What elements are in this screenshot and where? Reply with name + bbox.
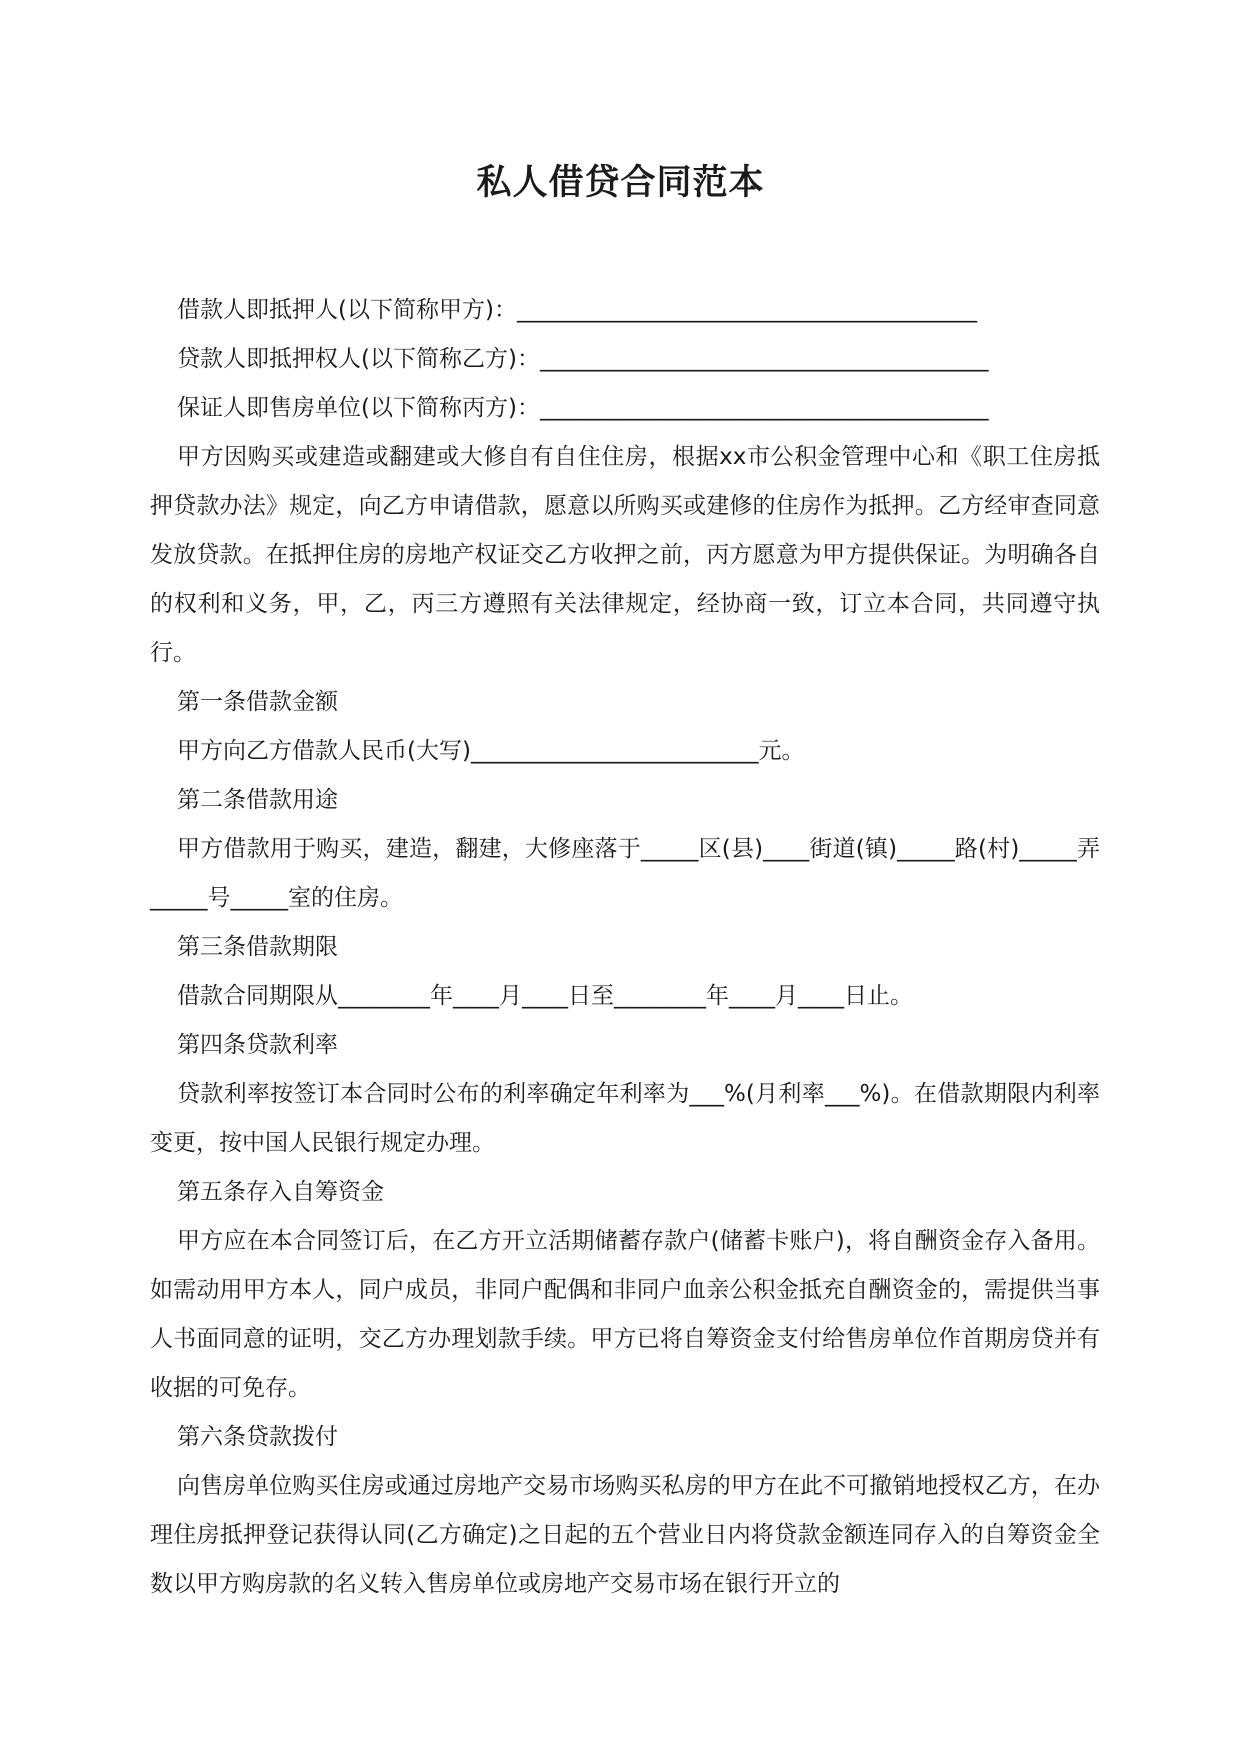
- article-4-text: 贷款利率按签订本合同时公布的利率确定年利率为___%(月利率___%)。在借款期限内利率变更，按中国人民银行规定办理。: [150, 1081, 1100, 1156]
- article-3-title: 第三条借款期限: [177, 934, 338, 960]
- article-6-text: 向售房单位购买住房或通过房地产交易市场购买私房的甲方在此不可撤销地授权乙方，在办理住房抵押登记获得认同(乙方确定)之日起的五个营业日内将贷款金额连同存入的自筹资金全数以甲方购房款的名义转入售房单位或房地产交易市场在银行开立的: [150, 1473, 1100, 1597]
- article-1-text: 甲方向乙方借款人民币(大写)_________________________元。: [177, 738, 805, 764]
- article-5-title: 第五条存入自筹资金: [177, 1179, 384, 1205]
- article-1-title: 第一条借款金额: [177, 689, 338, 715]
- article-3-text: 借款合同期限从________年____月____日至________年____月____日止。: [177, 983, 913, 1009]
- party-a-line: 借款人即抵押人(以下简称甲方)：________________________________________: [177, 297, 977, 323]
- document-title: 私人借贷合同范本: [476, 163, 765, 203]
- article-2-title: 第二条借款用途: [177, 787, 338, 813]
- party-c-line: 保证人即售房单位(以下简称丙方)：_______________________________________: [177, 395, 989, 421]
- article-5-text: 甲方应在本合同签订后，在乙方开立活期储蓄存款户(储蓄卡账户)，将自酬资金存入备用。如需动用甲方本人，同户成员，非同户配偶和非同户血亲公积金抵充自酬资金的，需提供当事人书面同意的证明，交乙方办理划款手续。甲方已将自筹资金支付给售房单位作首期房贷并有收据的可免存。: [150, 1228, 1100, 1401]
- article-4-title: 第四条贷款利率: [177, 1032, 338, 1058]
- party-b-line: 贷款人即抵押权人(以下简称乙方)：_______________________________________: [177, 346, 989, 372]
- document-body: [150, 286, 1100, 1609]
- article-6-title: 第六条贷款拨付: [177, 1424, 338, 1450]
- article-2-text: 甲方借款用于购买，建造，翻建，大修座落于_____区(县)____街道(镇)_____路(村)_____弄_____号_____室的住房。: [150, 836, 1100, 911]
- preamble-paragraph: 甲方因购买或建造或翻建或大修自有自住住房，根据xx市公积金管理中心和《职工住房抵押贷款办法》规定，向乙方申请借款，愿意以所购买或建修的住房作为抵押。乙方经审查同意发放贷款。在抵押住房的房地产权证交乙方收押之前，丙方愿意为甲方提供保证。为明确各自的权利和义务，甲，乙，丙三方遵照有关法律规定，经协商一致，订立本合同，共同遵守执行。: [150, 444, 1100, 666]
